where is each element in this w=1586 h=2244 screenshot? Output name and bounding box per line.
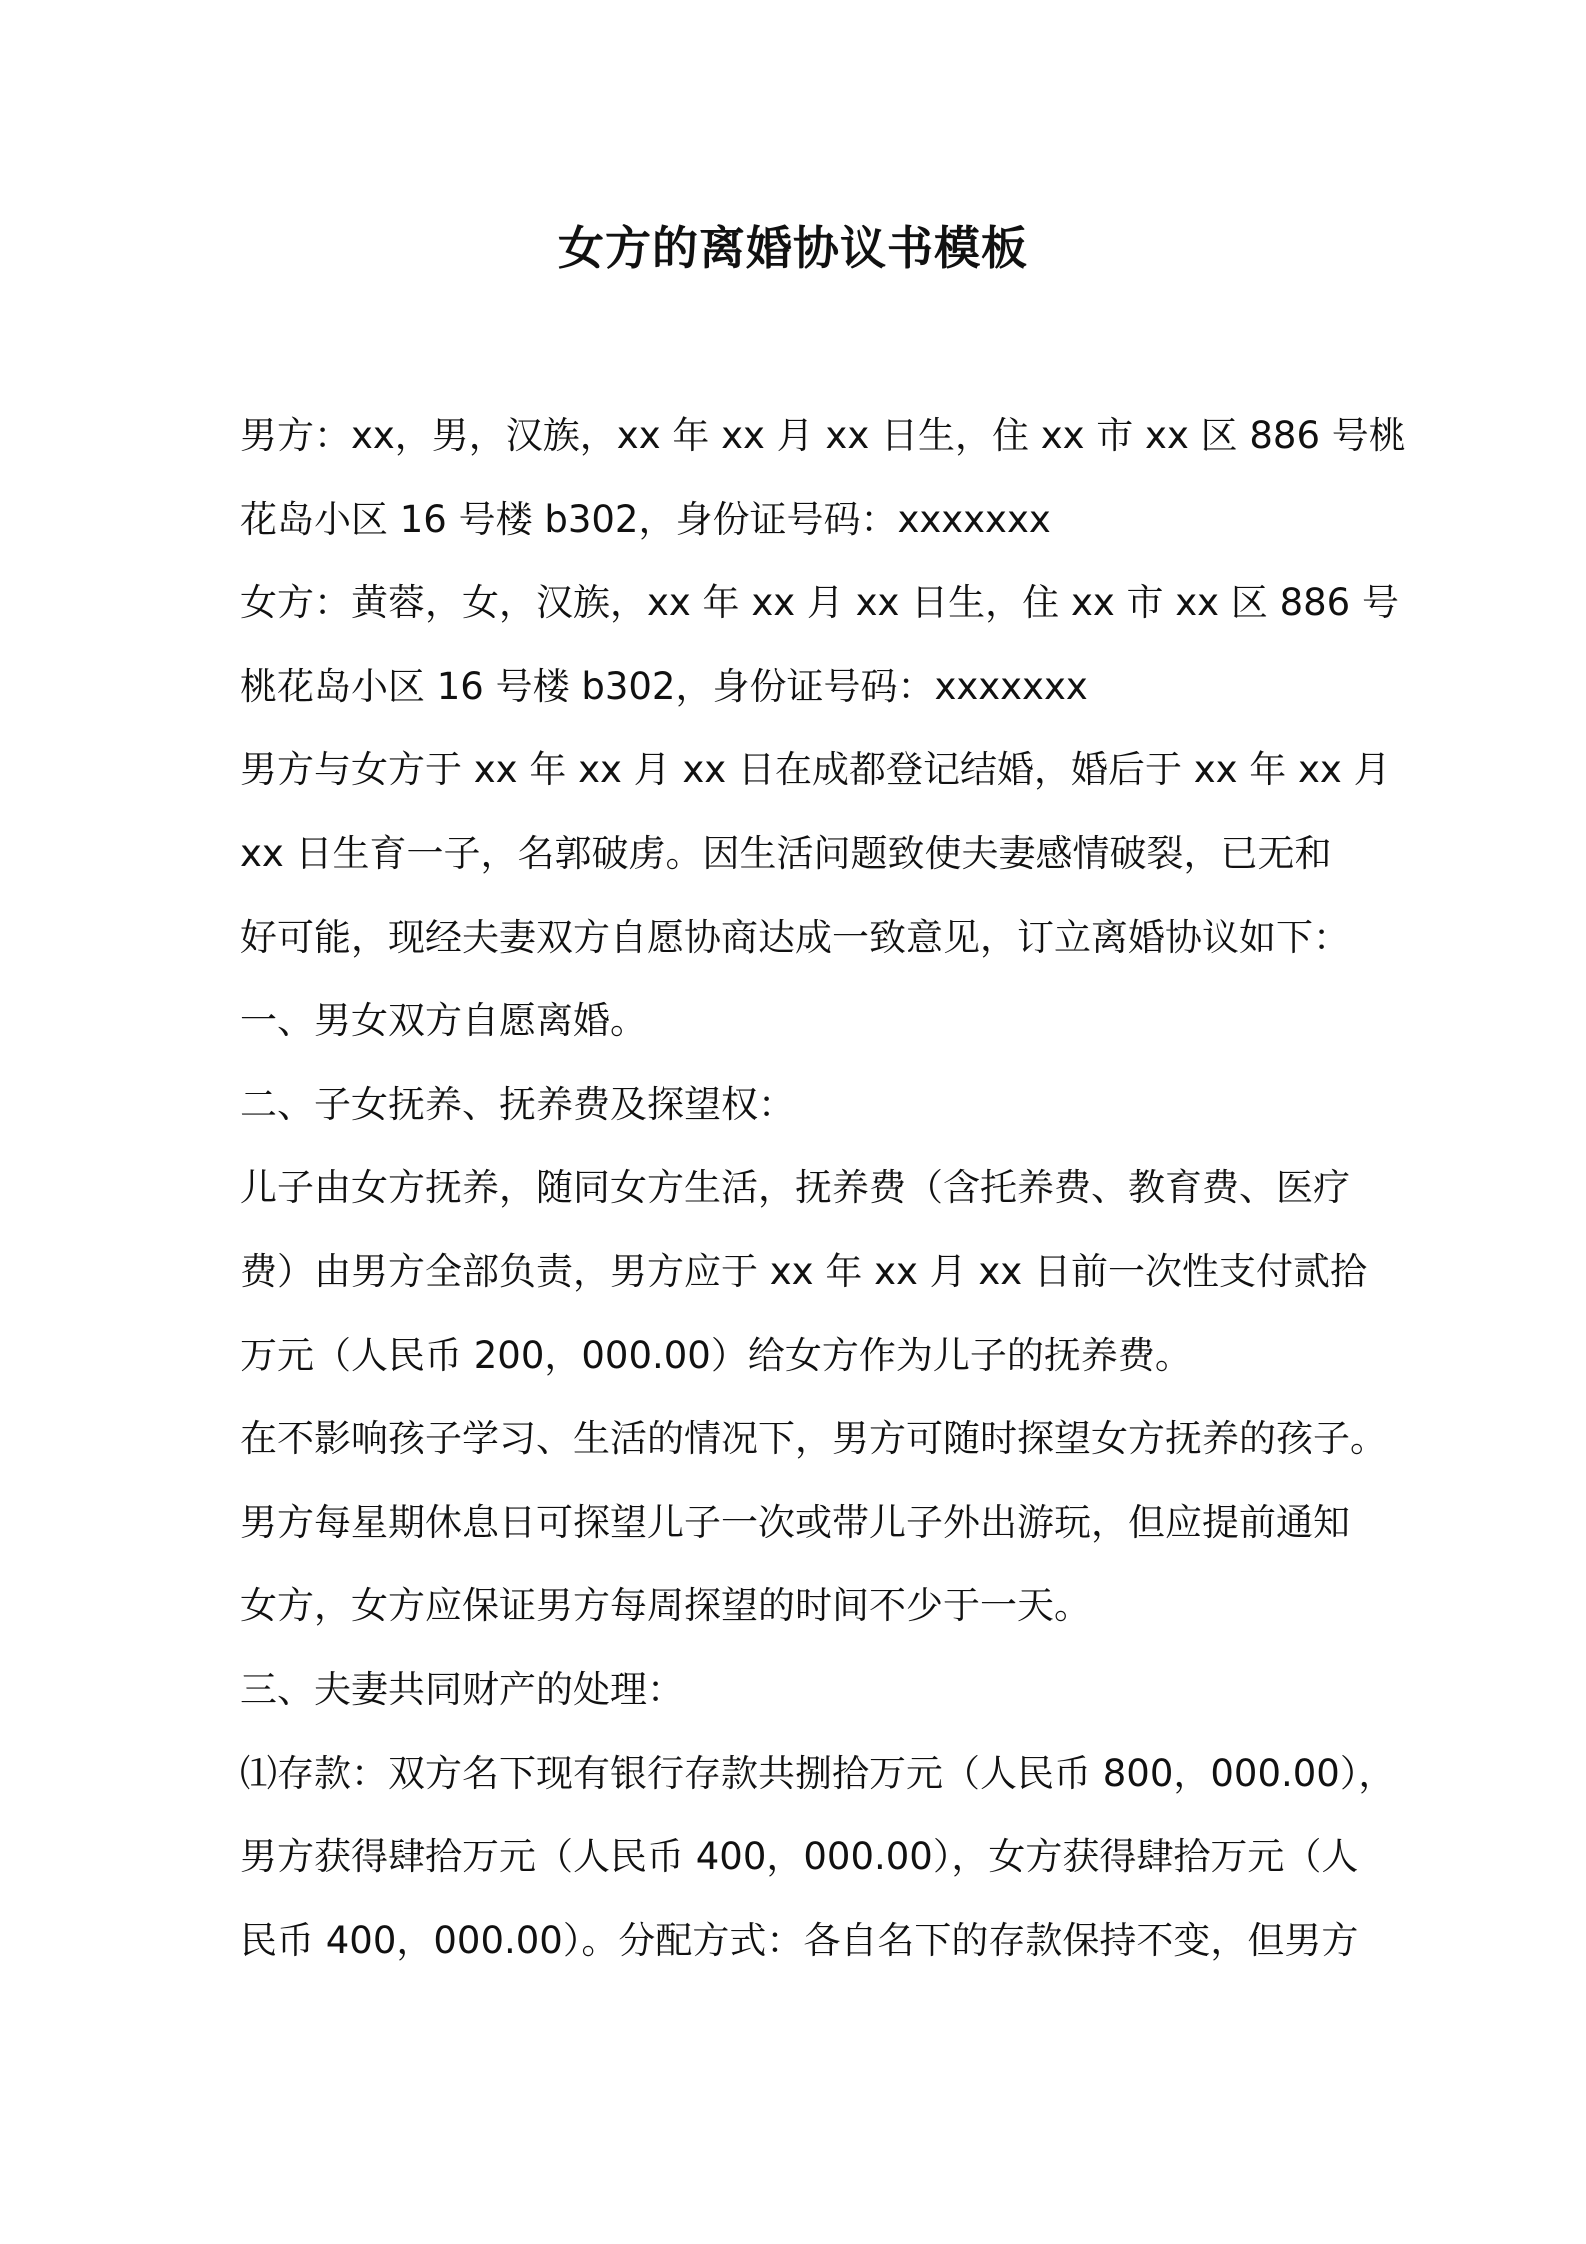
body-line: 男方：xx，男，汉族，xx 年 xx 月 xx 日生，住 xx 市 xx 区 886 号桃 — [240, 414, 1406, 457]
body-line: 民币 400，000.00）。分配方式：各自名下的存款保持不变，但男方 — [240, 1918, 1359, 1962]
body-line: 女方，女方应保证男方每周探望的时间不少于一天。 — [240, 1584, 1091, 1628]
body-line: 在不影响孩子学习、生活的情况下，男方可随时探望女方抚养的孩子。 — [240, 1417, 1387, 1461]
clause-heading-3: 三、夫妻共同财产的处理： — [240, 1667, 684, 1711]
clause-heading-1: 一、男女双方自愿离婚。 — [240, 999, 647, 1043]
body-line: 桃花岛小区 16 号楼 b302，身份证号码：xxxxxxx — [240, 664, 1088, 708]
body-line: 花岛小区 16 号楼 b302，身份证号码：xxxxxxx — [240, 497, 1051, 541]
body-line: ⑴存款：双方名下现有银行存款共捌拾万元（人民币 800，000.00）， — [240, 1751, 1396, 1795]
body-line: 万元（人民币 200，000.00）给女方作为儿子的抚养费。 — [240, 1333, 1192, 1377]
body-line: 男方与女方于 xx 年 xx 月 xx 日在成都登记结婚，婚后于 xx 年 xx 月 — [240, 748, 1391, 792]
document-title: 女方的离婚协议书模板 — [558, 221, 1028, 275]
document-body — [240, 394, 1406, 1982]
body-line: 女方：黄蓉，女，汉族，xx 年 xx 月 xx 日生，住 xx 市 xx 区 886 号 — [240, 581, 1399, 625]
body-line: 好可能，现经夫妻双方自愿协商达成一致意见，订立离婚协议如下： — [240, 915, 1350, 959]
clause-heading-2: 二、子女抚养、抚养费及探望权： — [240, 1082, 795, 1126]
body-line: 儿子由女方抚养，随同女方生活，抚养费（含托养费、教育费、医疗 — [240, 1166, 1350, 1210]
body-line: 费）由男方全部负责，男方应于 xx 年 xx 月 xx 日前一次性支付贰拾 — [240, 1249, 1367, 1293]
body-line: xx 日生育一子，名郭破虏。因生活问题致使夫妻感情破裂，已无和 — [240, 831, 1332, 875]
body-line: 男方获得肆拾万元（人民币 400，000.00），女方获得肆拾万元（人 — [240, 1835, 1359, 1879]
body-line: 男方每星期休息日可探望儿子一次或带儿子外出游玩，但应提前通知 — [240, 1500, 1350, 1544]
